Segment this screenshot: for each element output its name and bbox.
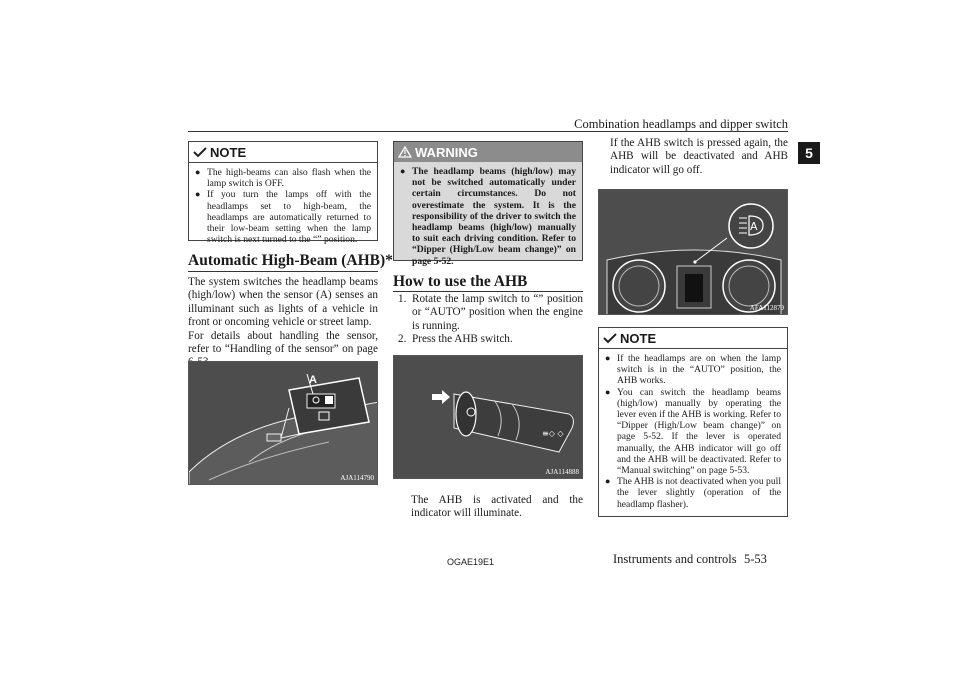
figure-code: AFA112879 bbox=[749, 304, 784, 312]
figure-code: AJA114790 bbox=[340, 474, 374, 482]
warning-item: ● The headlamp beams (high/low) may not be switched automatically under certain circumstances. Do not overestimate the system. It is the responsibility of the driver to switch the headlamp beams (high/low) manually to suit each driving condition. Refer to “Dipper (High/Low beam change)” on page 5-52. bbox=[400, 166, 576, 267]
note-box-2 bbox=[598, 327, 788, 517]
note-hand-icon bbox=[193, 146, 207, 158]
warning-triangle-icon bbox=[398, 146, 412, 158]
document-code: OGAE19E1 bbox=[447, 557, 495, 567]
ahb-heading: Automatic High-Beam (AHB)* bbox=[188, 252, 393, 269]
warning-box bbox=[393, 141, 583, 267]
bullet-icon: ● bbox=[195, 189, 201, 200]
note-hand-icon bbox=[603, 332, 617, 344]
note-title: NOTE bbox=[210, 144, 247, 160]
note-item: ● The AHB is not deactivated when you pull the lever slightly (operation of the headlamp flasher). bbox=[605, 476, 781, 510]
bullet-icon: ● bbox=[195, 167, 201, 177]
howto-steps bbox=[398, 293, 583, 347]
bullet-icon: ● bbox=[605, 386, 611, 397]
svg-text:≡◇ ◇: ≡◇ ◇ bbox=[542, 429, 564, 438]
lever-figure bbox=[393, 355, 583, 479]
bullet-icon: ● bbox=[605, 353, 611, 363]
warning-body bbox=[394, 162, 582, 267]
note-item: ● If the headlamps are on when the lamp switch is in the “AUTO” position, the AHB works. bbox=[605, 353, 781, 387]
step-item: 2. Press the AHB switch. bbox=[398, 333, 513, 346]
warning-header bbox=[394, 142, 582, 162]
howto-heading: How to use the AHB bbox=[393, 273, 528, 290]
chapter-tab: 5 bbox=[798, 142, 820, 164]
bullet-icon: ● bbox=[605, 476, 611, 487]
note-header bbox=[189, 142, 377, 163]
meter-figure bbox=[598, 189, 788, 315]
note-item: ● If you turn the lamps off with the headlamps set to high-beam, the headlamps are automatically returned to their low-beam setting when the lamp switch is next turned to the “” position. bbox=[195, 189, 371, 246]
section-title: Combination headlamps and dipper switch bbox=[574, 117, 788, 131]
instrument-cluster-illustration bbox=[599, 190, 788, 315]
ahb-heading-rule bbox=[188, 271, 378, 272]
ahb-paragraph: The system switches the headlamp beams (high/low) when the sensor (A) senses an illuminant such as lights of a vehicle in front or oncoming vehicle or street lamp. bbox=[188, 276, 378, 329]
page-number: 5-53 bbox=[744, 552, 767, 566]
right-paragraph: If the AHB switch is pressed again, the AHB will be deactivated and AHB indicator will go off. bbox=[610, 137, 788, 176]
note-title: NOTE bbox=[620, 330, 657, 346]
lever-switch-illustration bbox=[394, 356, 583, 479]
ahb-description bbox=[188, 276, 378, 370]
ahb-paragraph: For details about handling the sensor, refer to “Handling of the sensor” on page bbox=[188, 329, 378, 356]
sensor-label-a: A bbox=[309, 374, 317, 386]
warning-title: WARNING bbox=[415, 144, 478, 160]
note-header bbox=[599, 328, 787, 349]
step-item: 1. Rotate the lamp switch to “” position or “AUTO” position when the engine is running. bbox=[398, 293, 583, 332]
header-rule bbox=[188, 131, 788, 132]
howto-result-text: The AHB is activated and the indicator will illuminate. bbox=[411, 494, 583, 520]
note-body bbox=[599, 349, 787, 514]
note-body bbox=[189, 163, 377, 249]
howto-heading-rule bbox=[393, 291, 583, 292]
svg-text:A: A bbox=[750, 220, 758, 233]
windshield-sensor-illustration bbox=[189, 362, 378, 485]
figure-code: AJA114888 bbox=[545, 468, 579, 476]
bullet-icon: ● bbox=[400, 166, 406, 176]
note-box-1 bbox=[188, 141, 378, 246]
note-item: ● You can switch the headlamp beams (high/low) manually by operating the lever even if the AHB is working. Refer to “Dipper (High/Low beam change)” on page 5-52. If the lever is operated manually, the AHB indicator will go off and the AHB will be deactivated. Refer to “Manual switching” on page 5-53. bbox=[605, 386, 781, 477]
footer-section-name: Instruments and controls bbox=[613, 552, 737, 566]
note-item: ● The high-beams can also flash when the lamp switch is OFF. bbox=[195, 167, 371, 190]
sensor-figure bbox=[188, 361, 378, 485]
